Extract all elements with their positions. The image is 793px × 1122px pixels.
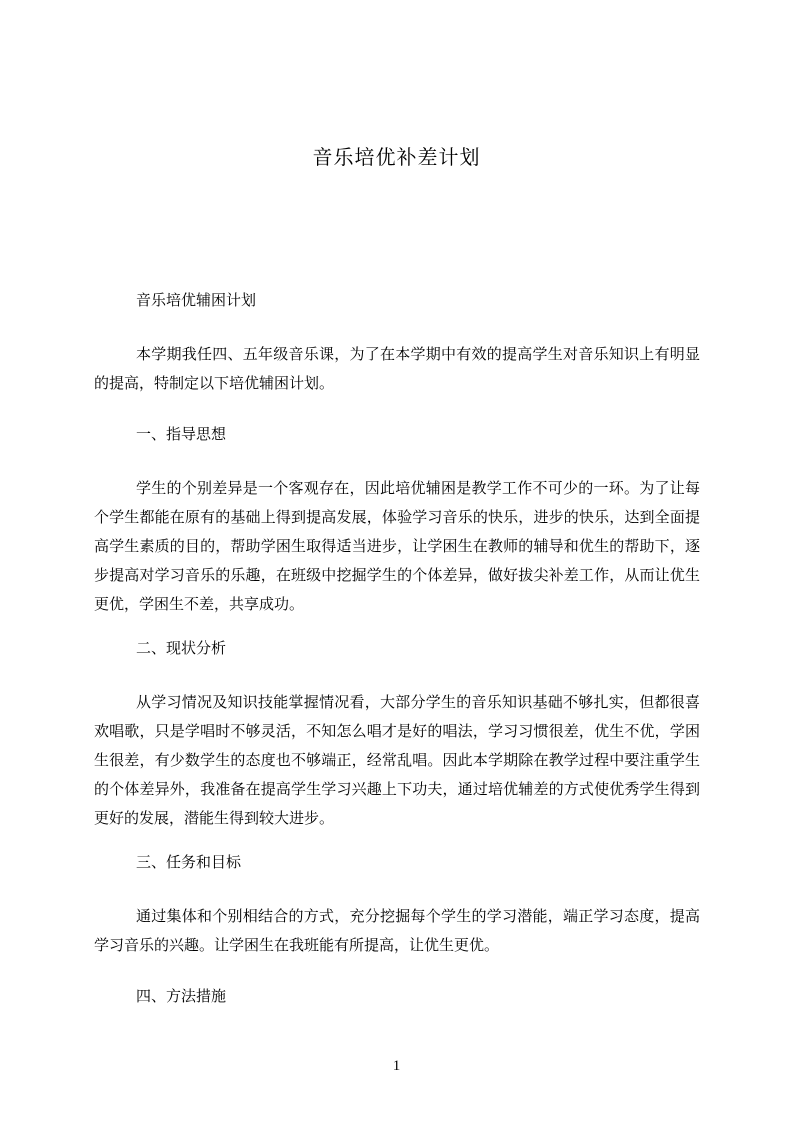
section-heading-guiding-principle: 一、指导思想 [136, 425, 227, 443]
section-heading-methods: 四、方法措施 [136, 987, 227, 1005]
section-heading-current-analysis: 二、现状分析 [136, 639, 227, 657]
section-body-current-analysis: 从学习情况及知识技能掌握情况看，大部分学生的音乐知识基础不够扎实，但都很喜欢唱歌，只是学唱时不够灵活，不知怎么唱才是好的唱法，学习习惯很差，优生不优，学困生很差，有少数学生的态度也不够端正，经常乱唱。因此本学期除在教学过程中要注重学生的个体差异外，我准备在提高学生学习兴趣上下功夫，通过培优辅差的方式使优秀学生得到更好的发展，潜能生得到较大进步。 [94, 693, 700, 827]
page-number: 1 [392, 1058, 401, 1074]
intro-paragraph: 本学期我任四、五年级音乐课，为了在本学期中有效的提高学生对音乐知识上有明显的提高，特制定以下培优辅困计划。 [94, 345, 700, 392]
document-title: 音乐培优补差计划 [312, 145, 481, 169]
section-heading-tasks-goals: 三、任务和目标 [136, 853, 242, 871]
document-subtitle: 音乐培优辅困计划 [136, 291, 257, 309]
section-body-guiding-principle: 学生的个别差异是一个客观存在，因此培优辅困是教学工作不可少的一环。为了让每个学生都能在原有的基础上得到提高发展，体验学习音乐的快乐，进步的快乐，达到全面提高学生素质的目的，帮助学困生取得适当进步，让学困生在教师的辅导和优生的帮助下，逐步提高对学习音乐的乐趣，在班级中挖掘学生的个体差异，做好拔尖补差工作，从而让优生更优，学困生不差，共享成功。 [94, 479, 700, 613]
section-body-tasks-goals: 通过集体和个别相结合的方式，充分挖掘每个学生的学习潜能，端正学习态度，提高学习音乐的兴趣。让学困生在我班能有所提高，让优生更优。 [94, 907, 700, 954]
